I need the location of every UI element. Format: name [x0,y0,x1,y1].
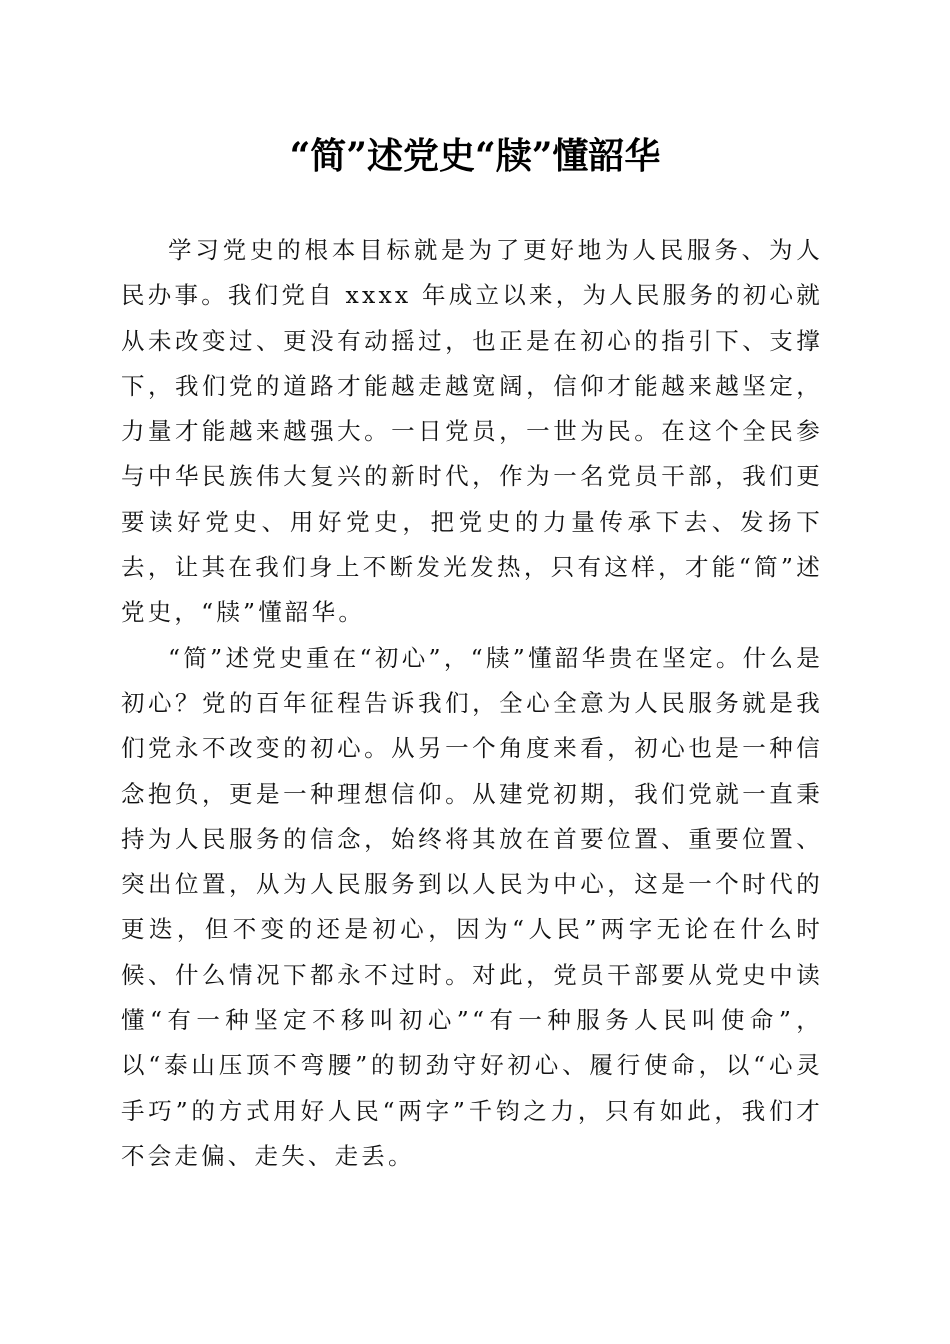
document-title: “简”述党史“牍”懂韶华 [289,135,661,177]
document-body [121,228,823,1179]
paragraph: 学习党史的根本目标就是为了更好地为人民服务、为人民办事。我们党自 xxxx 年成立以来，为人民服务的初心就从未改变过、更没有动摇过，也正是在初心的指引下、支撑下，我们党的道路才能越走越宽阔，信仰才能越来越坚定，力量才能越来越强大。一日党员，一世为民。在这个全民参与中华民族伟大复兴的新时代，作为一名党员干部，我们更要读好党史、用好党史，把党史的力量传承下去、发扬下去，让其在我们身上不断发光发热，只有这样，才能“简”述党史，“牍”懂韶华。 [121,236,823,627]
paragraph: “简”述党史重在“初心”，“牍”懂韶华贵在坚定。什么是初心？党的百年征程告诉我们，全心全意为人民服务就是我们党永不改变的初心。从另一个角度来看，初心也是一种信念抱负，更是一种理想信仰。从建党初期，我们党就一直秉持为人民服务的信念，始终将其放在首要位置、重要位置、突出位置，从为人民服务到以人民为中心，这是一个时代的更迭，但不变的还是初心，因为“人民”两字无论在什么时候、什么情况下都永不过时。对此，党员干部要从党史中读懂“有一种坚定不移叫初心”“有一种服务人民叫使命”，以“泰山压顶不弯腰”的韧劲守好初心、履行使命，以“心灵手巧”的方式用好人民“两字”千钧之力，只有如此，我们才不会走偏、走失、走丢。 [121,643,823,1170]
